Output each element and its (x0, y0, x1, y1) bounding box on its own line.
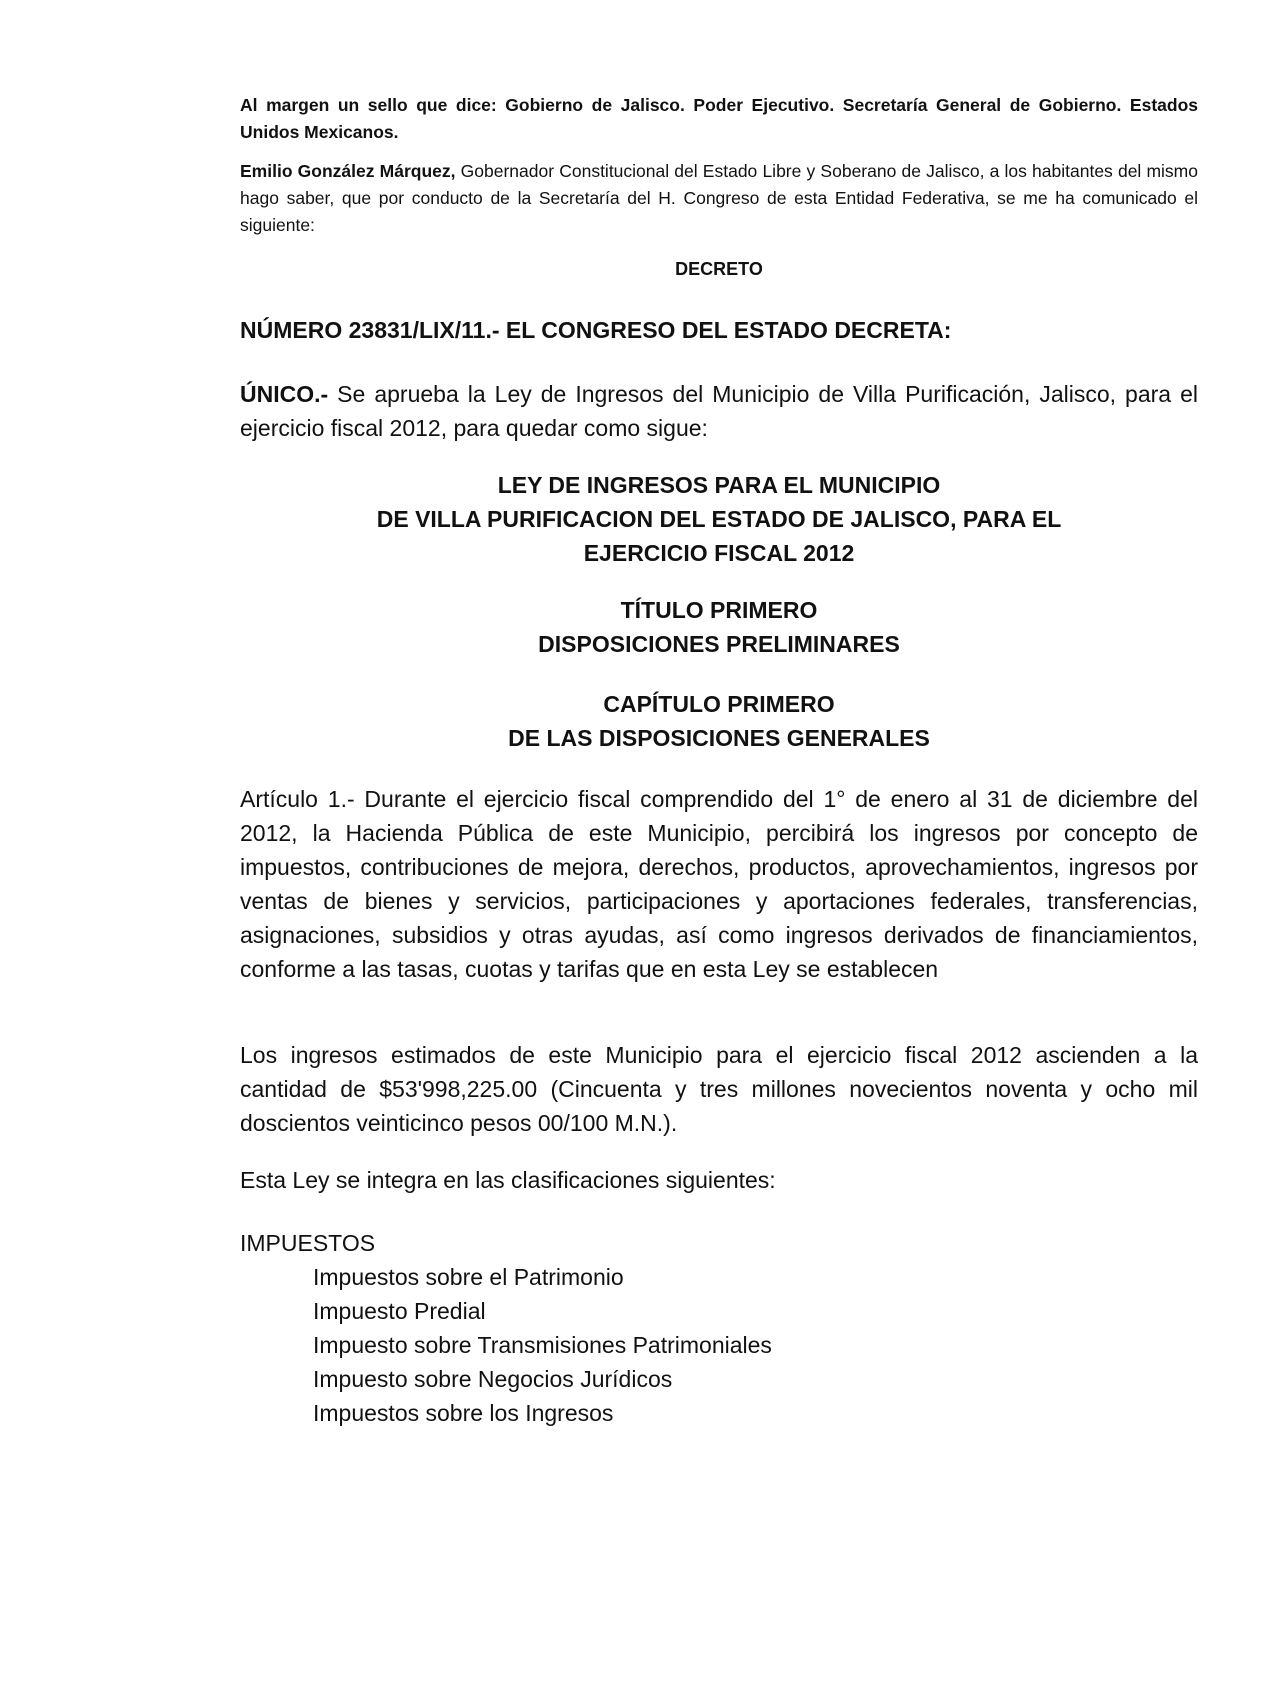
law-title-line-3: EJERCICIO FISCAL 2012 (583, 540, 855, 566)
list-item: Impuesto Predial (313, 1298, 486, 1324)
titulo-line-2: DISPOSICIONES PRELIMINARES (538, 631, 900, 657)
list-item: Impuesto sobre Transmisiones Patrimoniales (313, 1332, 772, 1358)
ingresos-estimados-paragraph: Los ingresos estimados de este Municipio para el ejercicio fiscal 2012 ascienden a la cantidad de $53'998,225.00 (Cincuenta y tres millones novecientos noventa y ocho mil doscientos veinticinco pesos 00/100 M.N.). (240, 1042, 1198, 1136)
unico-label: ÚNICO.- (240, 381, 329, 407)
seal-note (240, 92, 1198, 146)
titulo-line-1: TÍTULO PRIMERO (620, 597, 818, 623)
list-item: Impuestos sobre los Ingresos (313, 1400, 614, 1426)
list-item: Impuesto sobre Negocios Jurídicos (313, 1366, 673, 1392)
governor-name: Emilio González Márquez, (240, 161, 456, 181)
seal-text: Al margen un sello que dice: Gobierno de Jalisco. Poder Ejecutivo. Secretaría General de Gobierno. Estados Unidos Mexicanos. (240, 95, 1198, 142)
unico-text: Se aprueba la Ley de Ingresos del Municipio de Villa Purificación, Jalisco, para el ejercicio fiscal 2012, para quedar como sigue: (240, 381, 1198, 441)
decree-label: DECRETO (675, 259, 763, 279)
clasificaciones-list (240, 1226, 772, 1430)
list-category: IMPUESTOS (240, 1230, 376, 1256)
capitulo-line-1: CAPÍTULO PRIMERO (603, 691, 835, 717)
governor-text: Gobernador Constitucional del Estado Libre y Soberano de Jalisco, a los habitantes del mismo hago saber, que por conducto de la Secretaría del H. Congreso de esta Entidad Federativa, se me ha comunicado el siguiente: (240, 161, 1198, 235)
clasificaciones-paragraph: Esta Ley se integra en las clasificaciones siguientes: (240, 1167, 776, 1193)
governor-paragraph (240, 158, 1198, 239)
capitulo-heading (240, 687, 1198, 755)
articulo-1-paragraph: Artículo 1.- Durante el ejercicio fiscal comprendido del 1° de enero al 31 de diciembre del 2012, la Hacienda Pública de este Municipio, percibirá los ingresos por concepto de impuestos, contribuciones de mejora, derechos, productos, aprovechamientos, ingresos por ventas de bienes y servicios, participaciones y aportaciones federales, transferencias, asignaciones, subsidios y otras ayudas, así como ingresos derivados de financiamientos, conforme a las tasas, cuotas y tarifas que en esta Ley se establecen (240, 786, 1198, 982)
law-title (240, 468, 1198, 570)
law-title-line-1: LEY DE INGRESOS PARA EL MUNICIPIO (497, 472, 941, 498)
unico-paragraph (240, 377, 1198, 445)
law-title-line-2: DE VILLA PURIFICACION DEL ESTADO DE JALISCO, PARA EL (376, 506, 1062, 532)
decree-number: NÚMERO 23831/LIX/11.- EL CONGRESO DEL ESTADO DECRETA: (240, 317, 952, 343)
list-item: Impuestos sobre el Patrimonio (313, 1264, 624, 1290)
titulo-heading (240, 593, 1198, 661)
capitulo-line-2: DE LAS DISPOSICIONES GENERALES (508, 725, 930, 751)
